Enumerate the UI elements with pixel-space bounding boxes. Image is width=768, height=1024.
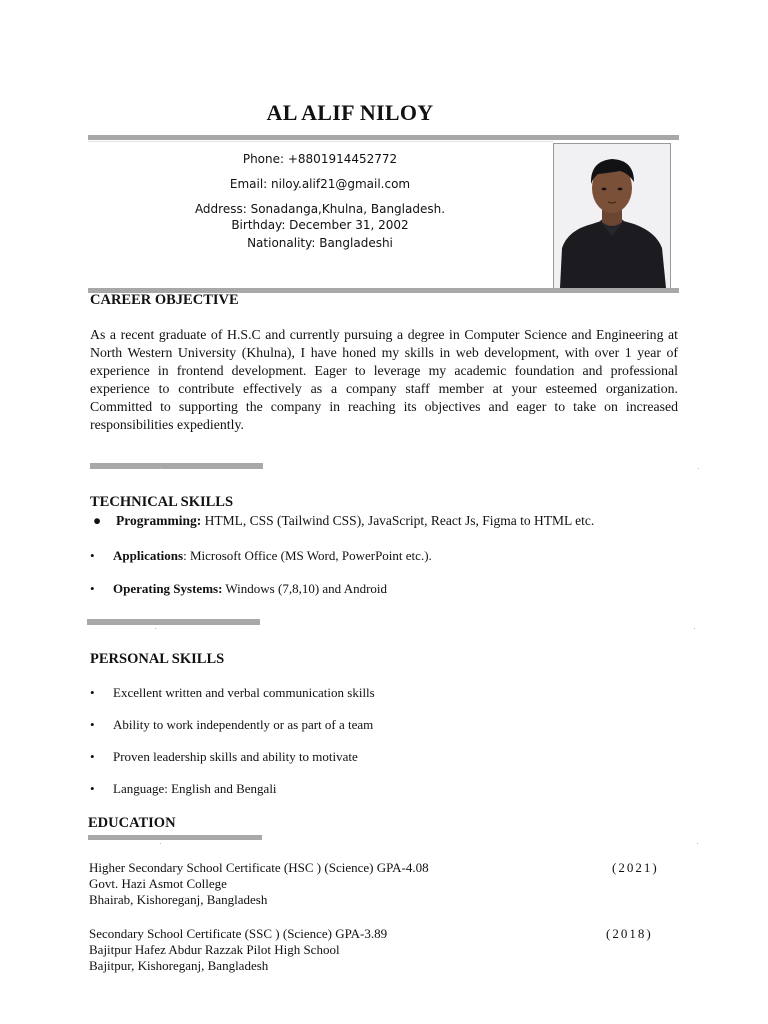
bullet-icon: • — [90, 749, 95, 764]
education-entry-hsc — [89, 860, 609, 908]
list-item — [90, 581, 670, 599]
personal-skills-heading: PERSONAL SKILLS — [90, 651, 225, 667]
divider-mark — [697, 843, 698, 844]
email-text: Email: niloy.alif21@gmail.com — [229, 177, 411, 191]
education-title: Higher Secondary School Certificate (HSC ) (Science) GPA-4.08 — [89, 860, 429, 875]
phone-text: Phone: +8801914452772 — [242, 152, 398, 166]
personal-skill-text: Language: English and Bengali — [113, 781, 277, 796]
birthday-text: Birthday: December 31, 2002 — [231, 218, 409, 232]
section-divider-personal — [87, 619, 260, 625]
education-heading: EDUCATION — [88, 815, 176, 831]
personal-skill-text: Excellent written and verbal communication skills — [113, 685, 375, 700]
education-institution: Bajitpur Hafez Abdur Razzak Pilot High School — [89, 942, 340, 957]
education-year: (2021) — [612, 860, 659, 875]
section-divider-education — [88, 835, 262, 840]
divider-mark — [160, 843, 161, 844]
candidate-name: AL ALIF NILOY — [266, 100, 434, 125]
divider-mark — [160, 468, 161, 469]
bullet-icon: • — [90, 581, 95, 596]
person-portrait-icon — [554, 144, 670, 288]
skill-label: Applications — [113, 548, 184, 563]
skill-value: Windows (7,8,10) and Android — [222, 581, 388, 596]
section-divider-technical — [90, 463, 263, 469]
profile-photo — [553, 143, 671, 289]
education-location: Bhairab, Kishoreganj, Bangladesh — [89, 892, 268, 907]
personal-skill-text: Proven leadership skills and ability to motivate — [113, 749, 358, 764]
technical-skills-heading: TECHNICAL SKILLS — [90, 494, 234, 510]
career-objective-heading: CAREER OBJECTIVE — [90, 292, 239, 308]
nationality-text: Nationality: Bangladeshi — [247, 236, 393, 250]
bullet-icon: • — [90, 717, 95, 732]
education-title: Secondary School Certificate (SSC ) (Science) GPA-3.89 — [89, 926, 388, 941]
list-item — [90, 685, 670, 703]
skill-label: Programming: — [116, 513, 202, 528]
bullet-icon: • — [90, 548, 95, 563]
education-institution: Govt. Hazi Asmot College — [89, 876, 227, 891]
list-item — [90, 781, 670, 799]
bullet-icon: • — [90, 781, 95, 796]
address-text: Address: Sonadanga,Khulna, Bangladesh. — [194, 202, 446, 216]
skill-value: HTML, CSS (Tailwind CSS), JavaScript, React Js, Figma to HTML etc. — [201, 513, 595, 528]
bullet-icon: ● — [93, 513, 102, 528]
education-year: (2018) — [606, 926, 653, 941]
divider-mark — [694, 628, 695, 629]
list-item — [90, 548, 670, 566]
career-objective-text: As a recent graduate of H.S.C and currently pursuing a degree in Computer Science and Engineering at North Western University (Khulna), I have honed my skills in web development, with over 1 year of experience in frontend development. Eager to leverage my academic foundation and professional experience to contribute effectively as a company staff member at your esteemed organization. Committed to supporting the company in reaching its objectives and eager to take on increased responsibilities expediently. — [90, 327, 678, 432]
header-divider — [88, 135, 679, 140]
personal-skill-text: Ability to work independently or as part of a team — [113, 717, 374, 732]
education-entry-ssc — [89, 926, 609, 974]
education-location: Bajitpur, Kishoreganj, Bangladesh — [89, 958, 269, 973]
bullet-icon: • — [90, 685, 95, 700]
skill-value: : Microsoft Office (MS Word, PowerPoint etc.). — [183, 548, 432, 563]
divider-mark — [155, 628, 156, 629]
header-divider-shadow — [88, 141, 553, 142]
list-item — [93, 513, 673, 531]
list-item — [90, 749, 670, 767]
list-item — [90, 717, 670, 735]
divider-mark — [698, 468, 699, 469]
skill-label: Operating Systems: — [113, 581, 223, 596]
